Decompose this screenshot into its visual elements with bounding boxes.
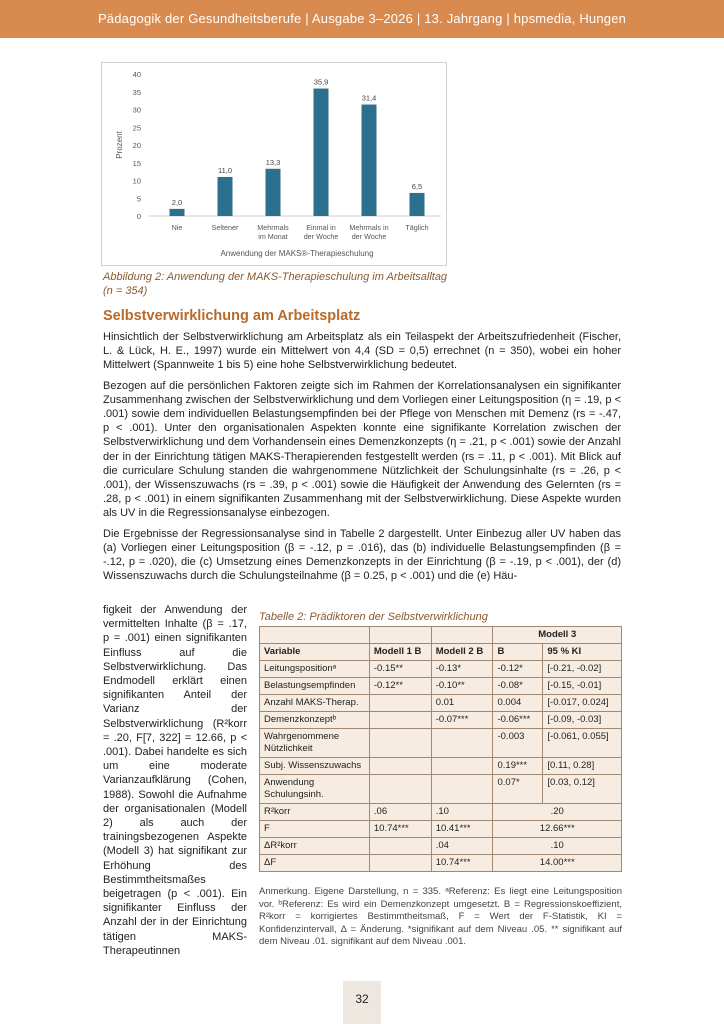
table-row-label: Belastungsempfinden bbox=[260, 678, 370, 695]
table-cell bbox=[431, 729, 493, 758]
table-stat-label: R²korr bbox=[260, 804, 370, 821]
table-row-label: Subj. Wissenszuwachs bbox=[260, 758, 370, 775]
x-axis-label: Anwendung der MAKS®-Therapieschulung bbox=[220, 249, 374, 258]
table-cell: 10.41*** bbox=[431, 821, 493, 838]
table-header: Modell 2 B bbox=[431, 644, 493, 661]
bar-value-label: 2,0 bbox=[171, 197, 183, 207]
y-tick-label: 40 bbox=[132, 70, 141, 79]
table-stat-row bbox=[260, 855, 622, 872]
table-stat-label: ΔF bbox=[260, 855, 370, 872]
table-cell: [-0.21, -0.02] bbox=[543, 661, 622, 678]
table-note: Anmerkung. Eigene Darstellung, n = 335. ᵃReferenz: Es liegt eine Leitungsposition vor. ᵇReferenz: Es wird ein Demenzkonzept umgesetzt. B = Regressionskoeffizient, R²korr = korrigiertes Bestimmtheitsmaß, F = Wert der F-Statistik, KI = Konfidenzintervall, Δ = Änderung. *signifikant auf dem Niveau .05. ** signifikant auf dem Niveau .01. signifikant auf dem Niveau .001. bbox=[259, 886, 622, 947]
page-number: 32 bbox=[343, 981, 381, 1024]
bar bbox=[266, 169, 281, 216]
journal-header: Pädagogik der Gesundheitsberufe | Ausgabe 3–2026 | 13. Jahrgang | hpsmedia, Hungen bbox=[0, 0, 724, 38]
bar bbox=[362, 105, 377, 216]
x-tick-label: Seltener bbox=[211, 223, 239, 232]
table-cell: 14.00*** bbox=[493, 855, 622, 872]
bar bbox=[410, 193, 425, 216]
bar-value-label: 11,0 bbox=[217, 165, 233, 175]
table-cell: [-0.09, -0.03] bbox=[543, 712, 622, 729]
x-tick-label: im Monat bbox=[258, 232, 288, 241]
table-row bbox=[260, 775, 622, 804]
table-cell bbox=[369, 695, 431, 712]
bar-chart bbox=[101, 62, 447, 266]
table-cell: 0.004 bbox=[493, 695, 543, 712]
paragraph-2: Bezogen auf die persönlichen Faktoren zeigte sich im Rahmen der Korrelationsanalysen ein signifikanter Zusammenhang zwischen der Selbstverwirklichung und dem Vorliegen einer Leitungsposition (η = .19, p < .001) sowie dem individuellen Belastungsempfinden bei der Pflege von Menschen mit Demenz (rs = -.47, p < .001). Unter den organisationalen Aspekten konnte eine signifikante Korrelation zwischen der Selbstverwirklichung und dem Vorhandensein eines Demenzkonzepts (η = .21, p < .001) sowie der Anzahl der in der Einrichtung tätigen MAKS-Therapierenden festgestellt werden (rs = .11, p < .001). Mit Blick auf die curriculare Schulung standen die wahrgenommene Nützlichkeit der Schulungsinhalte (rs = .26, p < .001), der Wissenszuwachs (rs = .39, p < .001) sowie die Häufigkeit der Anwendung des Gelernten (rs = .28, p < .001) in einem signifikanten Zusammenhang mit der Selbstverwirklichung. Diese Aspekte wurden als UV in die Regressionsanalyse einbezogen. bbox=[103, 379, 621, 520]
table-cell: [0.03, 0.12] bbox=[543, 775, 622, 804]
paragraph-4: figkeit der Anwendung der vermittelten Inhalte (β = .17, p = .001) einen signifikanten Einfluss auf die Selbstverwirklichung. Das Endmodell erklärt einen signifikanten Anteil der Varianz der Selbstverwirklichung (R²korr = .20, F[7, 322] = 12.66, p < .001). Dabei handelte es sich um eine moderate Varianzaufklärung (Cohen, 1988). Sowohl die Aufnahme der organisationalen (Modell 2) als auch der trainingsbezogenen Aspekte (Modell 3) hat signifikant zur Erhöhung des Bestimmtheitsmaßes beigetragen (p < .001). Ein signifikanter Einfluss der Anzahl der in der Einrichtung tätigen MAKS-Therapeutinnen bbox=[103, 604, 247, 957]
x-tick-label: Täglich bbox=[405, 223, 429, 232]
bar-value-label: 13,3 bbox=[265, 157, 281, 167]
table-header: B bbox=[493, 644, 543, 661]
table-row-label: Anzahl MAKS-Therap. bbox=[260, 695, 370, 712]
model3-group-header: Modell 3 bbox=[493, 627, 622, 644]
table-cell bbox=[369, 758, 431, 775]
table-cell: .10 bbox=[493, 838, 622, 855]
x-tick-label: Einmal in bbox=[306, 223, 336, 232]
table-cell: 12.66*** bbox=[493, 821, 622, 838]
table-cell: [-0.061, 0.055] bbox=[543, 729, 622, 758]
y-axis-label: Prozent bbox=[115, 131, 124, 159]
table-group-header-row bbox=[260, 627, 622, 644]
table-cell: .10 bbox=[431, 804, 493, 821]
table-header: 95 % KI bbox=[543, 644, 622, 661]
table-caption: Tabelle 2: Prädiktoren der Selbstverwirklichung bbox=[259, 611, 488, 623]
table-stat-row bbox=[260, 838, 622, 855]
table-cell: 10.74*** bbox=[431, 855, 493, 872]
bar bbox=[218, 177, 233, 216]
x-tick-label: Mehrmals bbox=[257, 223, 289, 232]
body-paragraphs bbox=[103, 330, 621, 589]
table-cell: .20 bbox=[493, 804, 622, 821]
x-tick-label: der Woche bbox=[303, 232, 339, 241]
table-cell: 10.74*** bbox=[369, 821, 431, 838]
table-row bbox=[260, 661, 622, 678]
bar-value-label: 35,9 bbox=[313, 77, 329, 87]
table-cell: 0.01 bbox=[431, 695, 493, 712]
table-row bbox=[260, 729, 622, 758]
table-cell: -0.13* bbox=[431, 661, 493, 678]
table-cell bbox=[369, 855, 431, 872]
y-tick-label: 35 bbox=[132, 87, 141, 97]
table-cell: -0.07*** bbox=[431, 712, 493, 729]
table-cell: -0.06*** bbox=[493, 712, 543, 729]
bar bbox=[170, 209, 185, 216]
y-tick-label: 0 bbox=[136, 212, 141, 221]
table-cell: 0.19*** bbox=[493, 758, 543, 775]
figure-bar-chart bbox=[101, 62, 447, 266]
table-header: Variable bbox=[260, 644, 370, 661]
figure-caption: Abbildung 2: Anwendung der MAKS-Therapieschulung im Arbeitsalltag (n = 354) bbox=[103, 271, 448, 297]
table-cell: [-0.017, 0.024] bbox=[543, 695, 622, 712]
table-row bbox=[260, 758, 622, 775]
section-title: Selbstverwirklichung am Arbeitsplatz bbox=[103, 308, 361, 324]
paragraph-3: Die Ergebnisse der Regressionsanalyse sind in Tabelle 2 dargestellt. Unter Einbezug aller UV haben das (a) Vorliegen einer Leitungsposition (β = -.12, p = .016), das (b) individuelle Belastungsempfinden (β = -.12, p = .020), die (c) Umsetzung eines Demenzkonzepts in der Einrichtung (β = -.19, p < .001), der (d) Wissenszuwachs durch die Schulungsteilnahme (β = 0.25, p < .001) und die (e) Häu- bbox=[103, 527, 621, 583]
table-cell: [-0.15, -0.01] bbox=[543, 678, 622, 695]
table-header: Modell 1 B bbox=[369, 644, 431, 661]
bar-value-label: 31,4 bbox=[361, 93, 377, 103]
table-cell bbox=[369, 775, 431, 804]
table-cell: [0.11, 0.28] bbox=[543, 758, 622, 775]
table-stat-row bbox=[260, 804, 622, 821]
table-cell: .06 bbox=[369, 804, 431, 821]
table-row bbox=[260, 712, 622, 729]
table-cell: .04 bbox=[431, 838, 493, 855]
table-row-label: Anwendung Schulungsinh. bbox=[260, 775, 370, 804]
table-cell: -0.12* bbox=[493, 661, 543, 678]
table-cell bbox=[369, 838, 431, 855]
table-cell bbox=[369, 729, 431, 758]
table-cell: -0.12** bbox=[369, 678, 431, 695]
x-tick-label: der Woche bbox=[351, 232, 387, 241]
table-cell bbox=[431, 758, 493, 775]
x-tick-label: Mehrmals in bbox=[349, 223, 389, 232]
table-cell: -0.08* bbox=[493, 678, 543, 695]
table-cell: -0.15** bbox=[369, 661, 431, 678]
table-cell: -0.003 bbox=[493, 729, 543, 758]
paragraph-1: Hinsichtlich der Selbstverwirklichung am Arbeitsplatz als ein Teilaspekt der Arbeitszufriedenheit (Fischer, L. & Lück, H. E., 1997) wurde ein Mittelwert von 4,4 (SD = 0,5) errechnet (n = 350), wobei ein hoher Mittelwert (Spannweite 1 bis 5) eine hohe Selbstverwirklichung bedeutet. bbox=[103, 331, 621, 372]
bar-value-label: 6,5 bbox=[411, 181, 423, 191]
table-cell bbox=[369, 712, 431, 729]
x-tick-label: Nie bbox=[171, 223, 183, 232]
table-row-label: Leitungspositionᵃ bbox=[260, 661, 370, 678]
y-tick-label: 15 bbox=[132, 158, 141, 168]
table-row bbox=[260, 695, 622, 712]
table-stat-label: F bbox=[260, 821, 370, 838]
table-header-row bbox=[260, 644, 622, 661]
bar bbox=[314, 89, 329, 216]
table-cell: 0.07* bbox=[493, 775, 543, 804]
table-cell bbox=[431, 775, 493, 804]
table-row-label: Demenzkonzeptᵇ bbox=[260, 712, 370, 729]
y-tick-label: 30 bbox=[132, 105, 141, 115]
y-tick-label: 20 bbox=[132, 141, 141, 150]
table-stat-row bbox=[260, 821, 622, 838]
y-tick-label: 25 bbox=[132, 123, 141, 133]
table-cell: -0.10** bbox=[431, 678, 493, 695]
table-row bbox=[260, 678, 622, 695]
table-row-label: Wahrgenommene Nützlichkeit bbox=[260, 729, 370, 758]
y-tick-label: 5 bbox=[136, 194, 141, 204]
y-tick-label: 10 bbox=[132, 176, 141, 186]
regression-table bbox=[259, 626, 622, 872]
table-stat-label: ΔR²korr bbox=[260, 838, 370, 855]
